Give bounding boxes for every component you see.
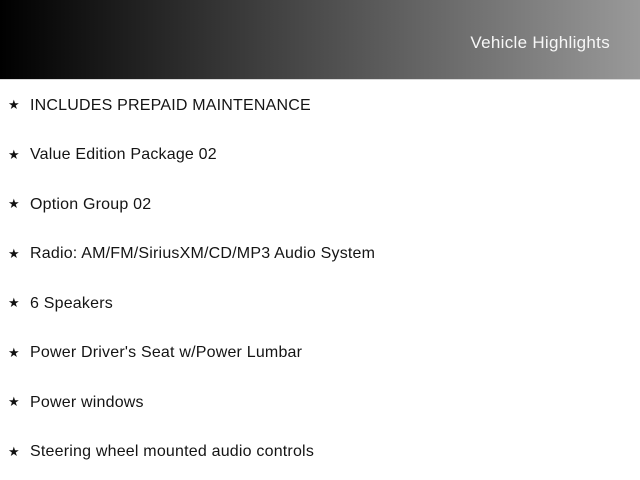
item-label: Steering wheel mounted audio controls [30, 443, 315, 461]
page-title: Vehicle Highlights [470, 32, 610, 52]
star-icon: ★ [8, 344, 20, 360]
star-icon: ★ [8, 443, 20, 459]
list-item [8, 378, 630, 428]
item-label: Power windows [30, 393, 144, 411]
star-icon: ★ [8, 394, 20, 410]
list-item [8, 329, 630, 379]
highlights-list [0, 80, 640, 477]
item-label: 6 Speakers [30, 294, 113, 312]
header-bar [0, 0, 640, 80]
list-item [8, 180, 630, 230]
star-icon: ★ [8, 97, 20, 113]
item-label: Value Edition Package 02 [30, 146, 217, 164]
star-icon: ★ [8, 295, 20, 311]
list-item [8, 230, 630, 280]
star-icon: ★ [8, 245, 20, 261]
list-item [8, 428, 630, 478]
star-icon: ★ [8, 196, 20, 212]
item-label: INCLUDES PREPAID MAINTENANCE [30, 96, 311, 114]
item-label: Radio: AM/FM/SiriusXM/CD/MP3 Audio System [30, 245, 376, 263]
item-label: Option Group 02 [30, 195, 152, 213]
item-label: Power Driver's Seat w/Power Lumbar [30, 344, 303, 362]
list-item [8, 279, 630, 329]
star-icon: ★ [8, 146, 20, 162]
list-item [8, 131, 630, 181]
list-item [8, 81, 630, 131]
